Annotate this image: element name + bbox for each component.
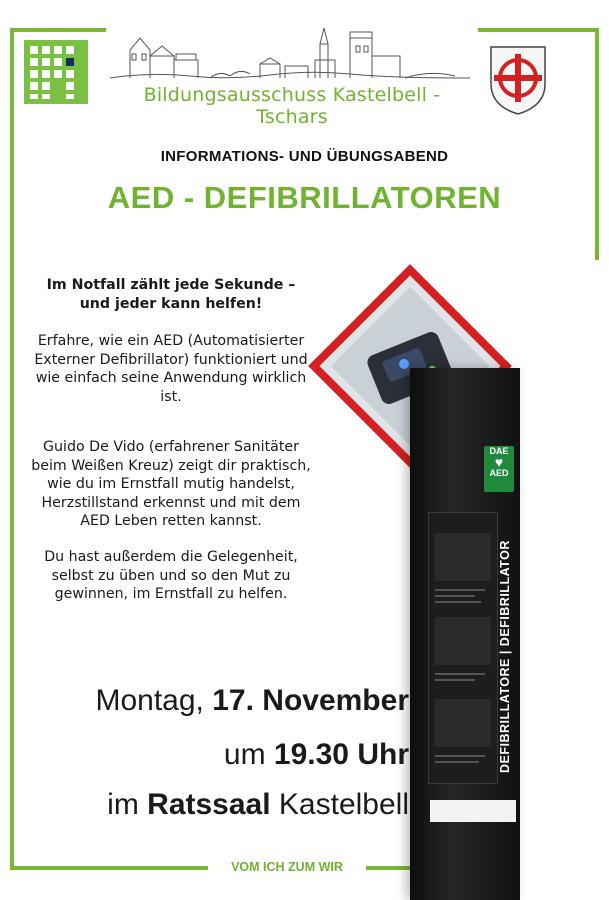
aed-vertical-label: DEFIBRILLATORE | DEFIBRILLATOR [498, 540, 512, 773]
aed-sign [484, 446, 514, 492]
aed-sign-line-1: DAE [489, 446, 509, 456]
paragraph-practice: Du hast außerdem die Gelegenheit, selbst zu üben und so den Mut zu gewinnen, im Ernstfall zu helfen. [44, 549, 298, 602]
frame-top-right [478, 28, 599, 32]
paragraph-aed-explanation: Erfahre, wie ein AED (Automatisierter Externer Defibrillator) funktioniert und wie einfach seine Anwendung wirklich ist. [34, 333, 308, 405]
event-place: Ratssaal [147, 788, 271, 821]
organization-name: Bildungsausschuss Kastelbell - Tschars [143, 84, 441, 128]
event-day: Montag, [95, 684, 204, 717]
event-location [107, 788, 409, 822]
sponsor-logos-strip [430, 800, 516, 822]
village-skyline-drawing-icon [110, 20, 470, 90]
aed-sign-line-2: AED [489, 468, 509, 478]
paragraph-instructor: Guido De Vido (erfahrener Sanitäter beim Weißen Kreuz) zeigt dir praktisch, wie du im Ernstfall mutig handelst, Herzstillstand erkennst und mit dem AED Leben retten kannst. [31, 439, 311, 529]
event-date-value: 17. November [212, 684, 409, 717]
heart-plus-icon: ♥ [494, 454, 504, 470]
frame-right [595, 28, 599, 260]
event-town: Kastelbell [278, 788, 409, 821]
frame-top-left [10, 28, 106, 32]
intro-line-2: und jeder kann helfen! [79, 295, 263, 312]
event-time-prefix: um [223, 738, 266, 771]
footer-slogan: VOM ICH ZUM WIR [231, 860, 343, 874]
frame-bottom-left [10, 866, 208, 870]
event-time [224, 738, 409, 772]
event-subtitle: INFORMATIONS- UND ÜBUNGSABEND [160, 148, 449, 165]
event-time-value: 19.30 Uhr [273, 738, 409, 771]
intro-text [30, 276, 312, 313]
pixel-grid-logo-icon [24, 40, 88, 104]
intro-line-1: Im Notfall zählt jede Sekunde – [46, 277, 296, 293]
event-headline: AED - DEFIBRILLATOREN [107, 180, 502, 215]
event-place-prefix: im [107, 788, 139, 821]
red-cross-wheel-crest-icon [488, 44, 548, 116]
aed-vertical-label-area [478, 505, 518, 775]
event-date [95, 684, 409, 718]
